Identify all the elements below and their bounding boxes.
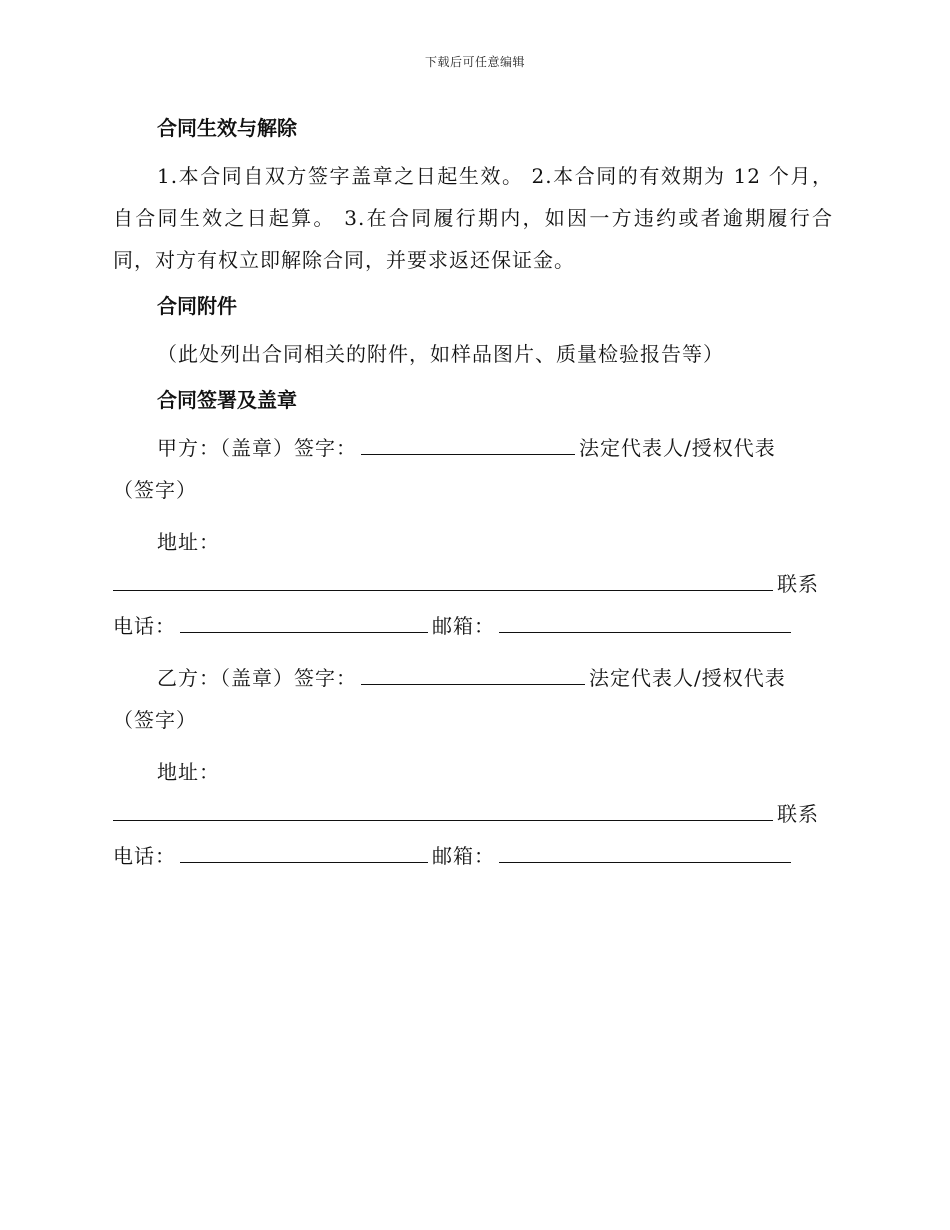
section-title-effect: 合同生效与解除	[157, 116, 297, 140]
party-b-signature-line	[113, 657, 833, 699]
page-header: 下载后可任意编辑	[424, 55, 525, 69]
document-body	[113, 113, 833, 877]
party-b-address-line	[113, 793, 833, 835]
party-a-sign-note: （签字）	[113, 478, 197, 502]
party-a-address-blank[interactable]	[113, 572, 773, 591]
party-a-email-blank[interactable]	[499, 614, 791, 633]
party-b-contact-label: 联系	[777, 802, 819, 826]
section-title-attachments: 合同附件	[157, 294, 237, 318]
party-a-phone-label: 电话：	[113, 614, 176, 638]
party-a-address-label: 地址：	[157, 530, 220, 554]
party-a-contact-label: 联系	[777, 572, 819, 596]
party-b-email-label: 邮箱：	[432, 844, 495, 868]
party-b-signature-blank[interactable]	[361, 666, 585, 685]
party-b-phone-blank[interactable]	[180, 844, 428, 863]
section-body-effect: 1.本合同自双方签字盖章之日起生效。 2.本合同的有效期为 12 个月，自合同生效之日起算。 3.在合同履行期内，如因一方违约或者逾期履行合同，对方有权立即解除合同，并要求返还保证金。	[113, 164, 833, 272]
party-a-address-line	[113, 563, 833, 605]
party-b-rep-label: 法定代表人/授权代表	[589, 666, 786, 690]
party-b-phone-label: 电话：	[113, 844, 176, 868]
party-b-block	[113, 657, 833, 877]
party-a-signature-blank[interactable]	[361, 436, 575, 455]
party-a-email-label: 邮箱：	[432, 614, 495, 638]
party-b-address-label: 地址：	[157, 760, 220, 784]
party-a-phone-blank[interactable]	[180, 614, 428, 633]
party-a-rep-label: 法定代表人/授权代表	[579, 436, 776, 460]
party-a-block	[113, 427, 833, 647]
party-a-signature-line	[113, 427, 833, 469]
party-a-contact-line	[113, 605, 833, 647]
party-b-email-blank[interactable]	[499, 844, 791, 863]
party-b-sign-note: （签字）	[113, 708, 197, 732]
section-title-signing: 合同签署及盖章	[157, 388, 297, 412]
attachments-note: （此处列出合同相关的附件，如样品图片、质量检验报告等）	[157, 342, 724, 366]
party-b-label: 乙方：（盖章）签字：	[157, 666, 357, 690]
party-b-contact-line	[113, 835, 833, 877]
party-a-label: 甲方：（盖章）签字：	[157, 436, 357, 460]
party-b-address-blank[interactable]	[113, 802, 773, 821]
